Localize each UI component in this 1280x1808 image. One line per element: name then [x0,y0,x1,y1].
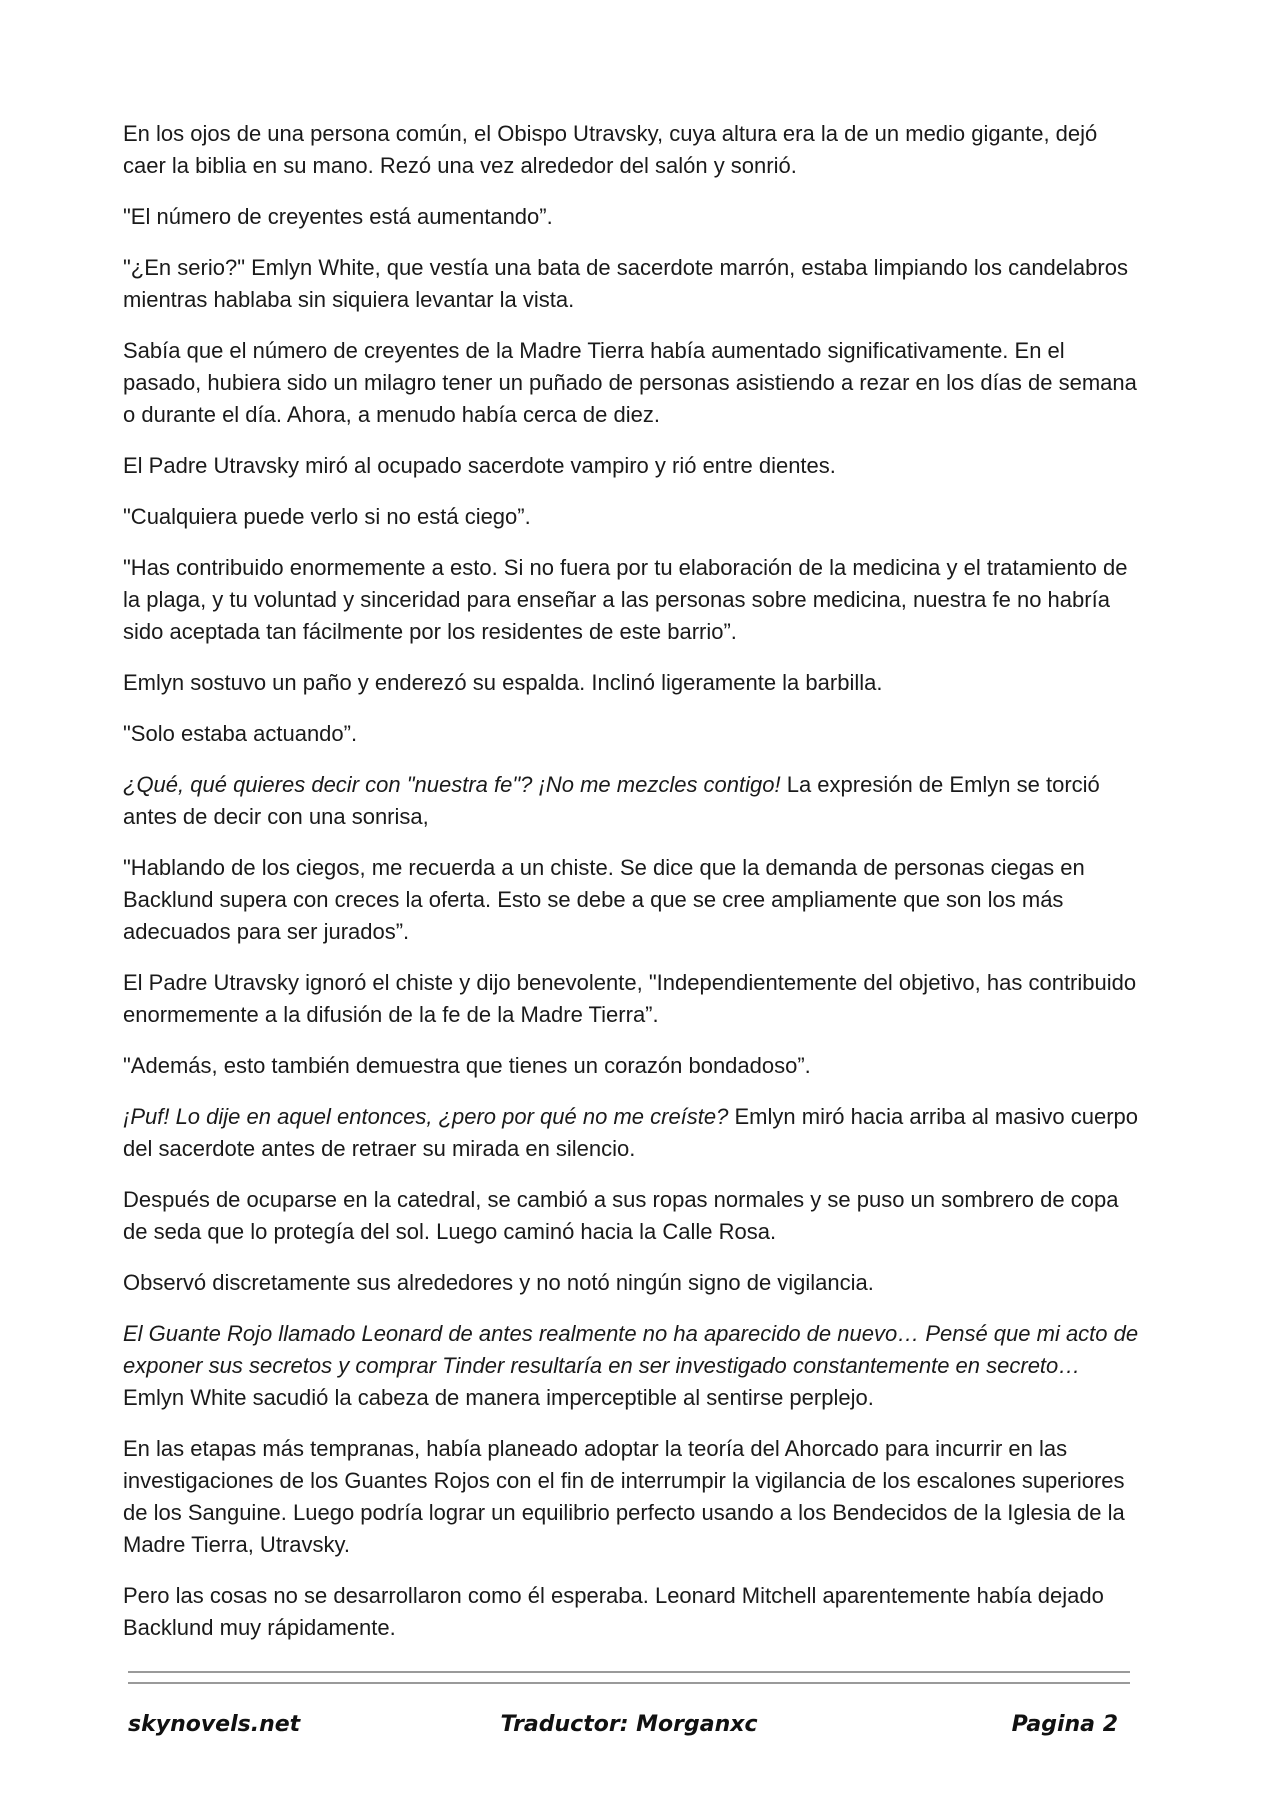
paragraph [123,1580,1143,1644]
footer-divider-bottom [128,1682,1130,1684]
paragraph [123,1050,1143,1082]
paragraph [123,1318,1143,1414]
paragraph [123,201,1143,233]
paragraph-text: "Has contribuido enormemente a esto. Si no fuera por tu elaboración de la medicina y el tratamiento de la plaga, y tu voluntad y sinceridad para enseñar a las personas sobre medicina, nuestra fe no habría sido aceptada tan fácilmente por los residentes de este barrio”. [123,555,1128,644]
paragraph [123,718,1143,750]
paragraph-text: Emlyn sostuvo un paño y enderezó su espalda. Inclinó ligeramente la barbilla. [123,670,883,695]
paragraph [123,967,1143,1031]
paragraph-text: Pero las cosas no se desarrollaron como él esperaba. Leonard Mitchell aparentemente había dejado Backlund muy rápidamente. [123,1583,1104,1640]
paragraph [123,1101,1143,1165]
paragraph [123,1184,1143,1248]
paragraph-text: Observó discretamente sus alrededores y no notó ningún signo de vigilancia. [123,1270,874,1295]
page-footer [128,1712,1130,1748]
paragraph-text: En los ojos de una persona común, el Obispo Utravsky, cuya altura era la de un medio gigante, dejó caer la biblia en su mano. Rezó una vez alrededor del salón y sonrió. [123,121,1098,178]
footer-translator: Traductor: Morganxc [500,1712,758,1737]
paragraph-text: El Padre Utravsky ignoró el chiste y dijo benevolente, "Independientemente del objetivo, has contribuido enormemente a la difusión de la fe de la Madre Tierra”. [123,970,1137,1027]
paragraph-text: "Solo estaba actuando”. [123,721,358,746]
paragraph-text: "Hablando de los ciegos, me recuerda a un chiste. Se dice que la demanda de personas ciegas en Backlund supera con creces la oferta. Esto se debe a que se cree ampliamente que son los más adecuados para ser jurados”. [123,855,1085,944]
paragraph [123,1433,1143,1561]
paragraph [123,118,1143,182]
paragraph [123,667,1143,699]
paragraph-text: Sabía que el número de creyentes de la Madre Tierra había aumentado significativamente. En el pasado, hubiera sido un milagro tener un puñado de personas asistiendo a rezar en los días de semana o durante el día. Ahora, a menudo había cerca de diez. [123,338,1137,427]
italic-text: ¿Qué, qué quieres decir con "nuestra fe"? ¡No me mezcles contigo! [123,772,781,797]
paragraph-text: "Cualquiera puede verlo si no está ciego”. [123,504,531,529]
paragraph [123,501,1143,533]
paragraph-text: La expresión de Emlyn se torció antes de decir con una sonrisa, [123,772,1100,829]
paragraph-text: "El número de creyentes está aumentando”. [123,204,553,229]
paragraph-text: Emlyn White sacudió la cabeza de manera imperceptible al sentirse perplejo. [123,1385,874,1410]
footer-divider-top [128,1671,1130,1673]
paragraph [123,450,1143,482]
footer-page-number: Pagina 2 [1011,1712,1118,1737]
paragraph-text: "Además, esto también demuestra que tienes un corazón bondadoso”. [123,1053,811,1078]
paragraph [123,252,1143,316]
italic-text: ¡Puf! Lo dije en aquel entonces, ¿pero por qué no me creíste? [123,1104,729,1129]
paragraph [123,769,1143,833]
paragraph-text: Después de ocuparse en la catedral, se cambió a sus ropas normales y se puso un sombrero de copa de seda que lo protegía del sol. Luego caminó hacia la Calle Rosa. [123,1187,1119,1244]
paragraph [123,335,1143,431]
paragraph [123,1267,1143,1299]
paragraph-text: Emlyn miró hacia arriba al masivo cuerpo del sacerdote antes de retraer su mirada en silencio. [123,1104,1138,1161]
paragraph [123,552,1143,648]
footer-site-name: skynovels.net [128,1712,301,1737]
italic-text: El Guante Rojo llamado Leonard de antes realmente no ha aparecido de nuevo… Pensé que mi acto de exponer sus secretos y comprar Tinder resultaría en ser investigado constantemente en secreto… [123,1321,1139,1378]
paragraph-text: En las etapas más tempranas, había planeado adoptar la teoría del Ahorcado para incurrir en las investigaciones de los Guantes Rojos con el fin de interrumpir la vigilancia de los escalones superiores de los Sanguine. Luego podría lograr un equilibrio perfecto usando a los Bendecidos de la Iglesia de la Madre Tierra, Utravsky. [123,1436,1125,1557]
paragraph [123,852,1143,948]
paragraph-text: "¿En serio?" Emlyn White, que vestía una bata de sacerdote marrón, estaba limpiando los candelabros mientras hablaba sin siquiera levantar la vista. [123,255,1128,312]
document-body [123,118,1143,1663]
paragraph-text: El Padre Utravsky miró al ocupado sacerdote vampiro y rió entre dientes. [123,453,836,478]
